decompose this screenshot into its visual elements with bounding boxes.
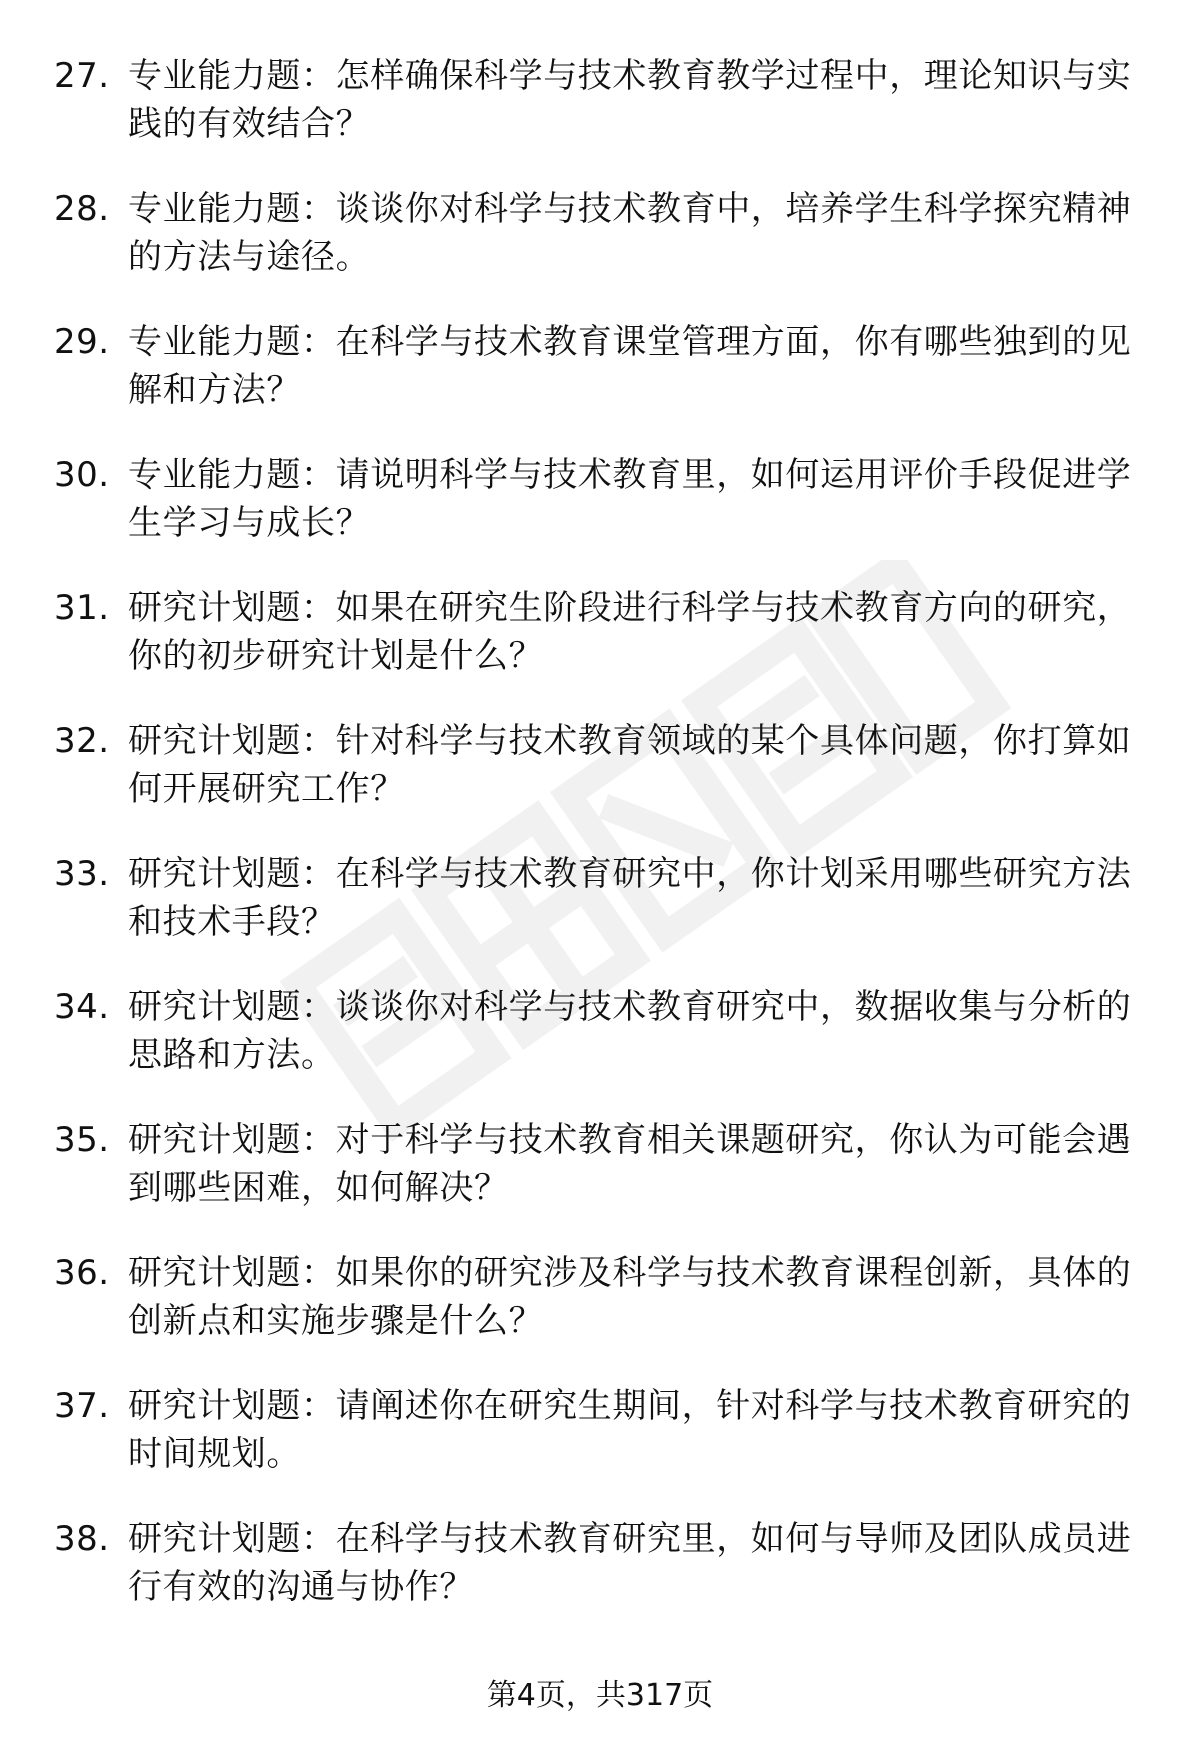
question-number: 36.	[54, 1253, 110, 1293]
list-item	[0, 584, 1200, 717]
list-item	[0, 1515, 1200, 1648]
question-text: 研究计划题：对于科学与技术教育相关课题研究，你认为可能会遇到哪些困难，如何解决？	[128, 1120, 1132, 1208]
question-number: 38.	[54, 1519, 110, 1559]
question-text: 研究计划题：谈谈你对科学与技术教育研究中，数据收集与分析的思路和方法。	[128, 987, 1132, 1075]
question-text: 研究计划题：在科学与技术教育研究中，你计划采用哪些研究方法和技术手段？	[128, 854, 1132, 942]
question-text: 研究计划题：在科学与技术教育研究里，如何与导师及团队成员进行有效的沟通与协作？	[128, 1519, 1132, 1607]
list-item	[0, 983, 1200, 1116]
question-text: 专业能力题：在科学与技术教育课堂管理方面，你有哪些独到的见解和方法？	[128, 322, 1132, 410]
question-number: 32.	[54, 721, 110, 761]
question-number: 27.	[54, 56, 110, 96]
list-item	[0, 1382, 1200, 1515]
question-text: 专业能力题：谈谈你对科学与技术教育中，培养学生科学探究精神的方法与途径。	[128, 189, 1132, 277]
question-number: 29.	[54, 322, 110, 362]
question-number: 37.	[54, 1386, 110, 1426]
question-number: 31.	[54, 588, 110, 628]
list-item	[0, 451, 1200, 584]
question-list	[0, 52, 1200, 1648]
list-item	[0, 318, 1200, 451]
question-number: 33.	[54, 854, 110, 894]
question-text: 研究计划题：请阐述你在研究生期间，针对科学与技术教育研究的时间规划。	[128, 1386, 1132, 1474]
page-number-label: 第4页，共317页	[486, 1678, 714, 1713]
question-number: 35.	[54, 1120, 110, 1160]
question-number: 28.	[54, 189, 110, 229]
list-item	[0, 1249, 1200, 1382]
page-footer	[0, 1676, 1200, 1716]
question-text: 研究计划题：如果你的研究涉及科学与技术教育课程创新，具体的创新点和实施步骤是什么？	[128, 1253, 1132, 1341]
list-item	[0, 52, 1200, 185]
list-item	[0, 717, 1200, 850]
list-item	[0, 850, 1200, 983]
question-text: 专业能力题：请说明科学与技术教育里，如何运用评价手段促进学生学习与成长？	[128, 455, 1132, 543]
question-text: 研究计划题：如果在研究生阶段进行科学与技术教育方向的研究，你的初步研究计划是什么？	[128, 588, 1132, 676]
question-number: 30.	[54, 455, 110, 495]
question-text: 专业能力题：怎样确保科学与技术教育教学过程中，理论知识与实践的有效结合？	[128, 56, 1132, 144]
list-item	[0, 1116, 1200, 1249]
question-number: 34.	[54, 987, 110, 1027]
question-text: 研究计划题：针对科学与技术教育领域的某个具体问题，你打算如何开展研究工作？	[128, 721, 1132, 809]
list-item	[0, 185, 1200, 318]
